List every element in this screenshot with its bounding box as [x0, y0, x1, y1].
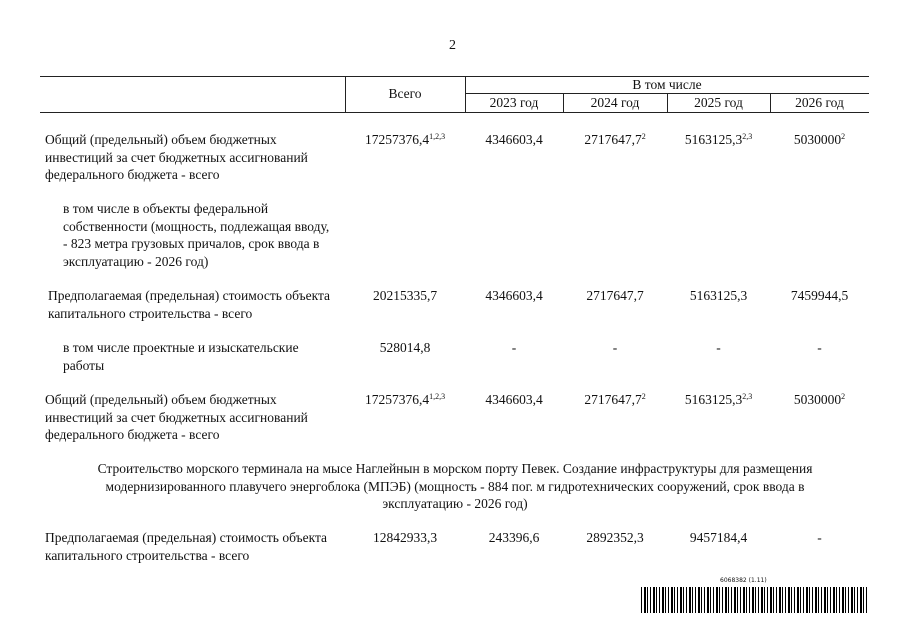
cell-2025: - — [716, 340, 721, 355]
header-including: В том числе — [632, 77, 702, 92]
cell-2023: 243396,6 — [488, 530, 540, 545]
row-label: Предполагаемая (предельная) стоимость объекта капитального строительства - всего — [45, 530, 328, 563]
header-bottom-border — [40, 112, 869, 113]
cell-2024: - — [612, 340, 618, 355]
row-label: Общий (предельный) объем бюджетных инвестиций за счет бюджетных ассигнований федерального бюджета - всего — [45, 392, 308, 442]
cell-2026: - — [817, 530, 822, 545]
cell-total: 20215335,7 — [372, 288, 438, 303]
row-label: Общий (предельный) объем бюджетных инвестиций за счет бюджетных ассигнований федерального бюджета - всего — [45, 132, 308, 182]
cell-2026: 5030000$^2$ — [793, 132, 846, 147]
header-year-2024: 2024 год — [590, 95, 640, 110]
page-number: 2 — [449, 38, 456, 53]
cell-2023: - — [511, 340, 517, 355]
row-label: в том числе в объекты федеральной собственности (мощность, подлежащая вводу, - 823 метра грузовых причалов, срок ввода в эксплуатацию - 2026 год) — [63, 201, 330, 269]
row-label: в том числе проектные и изыскательские работы — [63, 340, 299, 373]
cell-2025: 5163125,3 — [689, 288, 748, 303]
cell-2024: 2717647,7$^2$ — [584, 132, 646, 147]
cell-total: 528014,8 — [379, 340, 431, 355]
cell-2024: 2892352,3 — [586, 530, 644, 545]
cell-2024: 2717647,7$^2$ — [584, 392, 646, 407]
cell-2026: 5030000$^2$ — [793, 392, 846, 407]
cell-2025: 5163125,3$^{2,3}$ — [684, 392, 753, 407]
cell-2023: 4346603,4 — [485, 132, 543, 147]
cell-2025: 5163125,3$^{2,3}$ — [684, 132, 753, 147]
header-year-2023: 2023 год — [489, 95, 539, 110]
cell-2024: 2717647,7 — [586, 288, 644, 303]
barcode-label: 6068382 (1.11) — [720, 577, 767, 584]
cell-total: 17257376,4$^{1,2,3}$ — [364, 392, 446, 407]
cell-total: 12842933,3 — [372, 530, 438, 545]
cell-2023: 4346603,4 — [485, 288, 543, 303]
barcode-image — [641, 587, 869, 613]
header-year-2026: 2026 год — [795, 95, 844, 110]
header-year-2025: 2025 год — [694, 95, 743, 110]
cell-total: 17257376,4$^{1,2,3}$ — [364, 132, 446, 147]
cell-2026: - — [817, 340, 822, 355]
section-title: Строительство морского терминала на мысе Наглейнын в морском порту Певек. Создание инфраструктуры для размещения модернизированного плавучего энергоблока (МПЭБ) (мощность - 884 пог. м гидротехнических сооружений, срок ввода в эксплуатацию - 2026 год) — [97, 461, 813, 511]
cell-2025: 9457184,4 — [689, 530, 748, 545]
cell-2026: 7459944,5 — [790, 288, 849, 303]
header-total: Всего — [388, 86, 422, 101]
cell-2023: 4346603,4 — [485, 392, 543, 407]
row-label: Предполагаемая (предельная) стоимость объекта капитального строительства - всего — [48, 288, 331, 321]
